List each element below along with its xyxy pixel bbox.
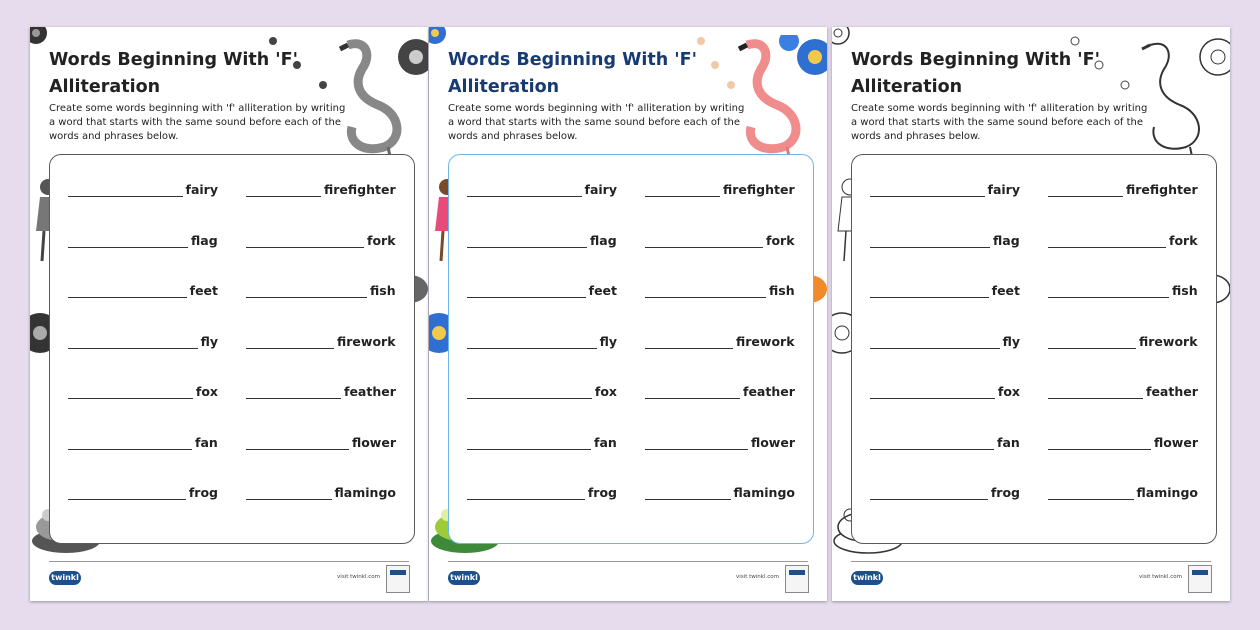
target-word: fork xyxy=(367,232,396,248)
answer-blank-line[interactable] xyxy=(870,437,994,450)
target-word: fork xyxy=(1169,232,1198,248)
answer-blank-line[interactable] xyxy=(870,235,990,248)
answer-row-firework[interactable] xyxy=(1048,329,1198,349)
worksheet-title: Words Beginning With 'F' Alliteration xyxy=(49,50,298,97)
answer-blank-line[interactable] xyxy=(467,235,587,248)
answer-row-fairy[interactable] xyxy=(870,177,1020,197)
worksheet-title: Words Beginning With 'F' Alliteration xyxy=(851,50,1100,97)
answer-blank-line[interactable] xyxy=(68,386,193,399)
answer-blank-line[interactable] xyxy=(645,184,720,197)
answer-blank-line[interactable] xyxy=(68,184,183,197)
answer-blank-line[interactable] xyxy=(246,487,332,500)
target-word: fairy xyxy=(987,182,1020,197)
target-word: fly xyxy=(599,333,617,349)
answer-blank-line[interactable] xyxy=(1048,487,1134,500)
answer-blank-line[interactable] xyxy=(645,336,733,349)
answer-row-flamingo[interactable] xyxy=(1048,480,1198,500)
target-word: firefighter xyxy=(1126,182,1198,197)
worksheet-instructions: Create some words beginning with 'f' alliteration by writing a word that starts with the same sound before each of the words and phrases below. xyxy=(851,103,1148,142)
answer-blank-line[interactable] xyxy=(1048,336,1136,349)
footer-badge-icon xyxy=(1188,565,1212,593)
answer-blank-line[interactable] xyxy=(1048,184,1123,197)
answer-row-fish[interactable] xyxy=(645,278,795,298)
answer-row-flower[interactable] xyxy=(1048,430,1198,450)
answer-blank-line[interactable] xyxy=(68,285,187,298)
target-word: flag xyxy=(191,232,218,248)
answer-blank-line[interactable] xyxy=(1048,386,1143,399)
target-word: feet xyxy=(991,283,1020,298)
target-word: frog xyxy=(990,485,1020,500)
target-word: fish xyxy=(370,283,396,298)
worksheet-footer xyxy=(429,561,827,601)
worksheet-page-outline xyxy=(832,27,1230,601)
answer-blank-line[interactable] xyxy=(246,336,334,349)
target-word: feather xyxy=(1146,384,1198,399)
answer-blank-line[interactable] xyxy=(68,437,192,450)
answer-blank-line[interactable] xyxy=(870,184,985,197)
target-word: flower xyxy=(750,434,795,450)
answer-blank-line[interactable] xyxy=(246,386,341,399)
target-word: flag xyxy=(590,232,617,248)
answer-row-firefighter[interactable] xyxy=(246,177,396,197)
answer-blank-line[interactable] xyxy=(645,285,766,298)
answer-row-fan[interactable] xyxy=(870,430,1020,450)
target-word: fan xyxy=(195,434,218,450)
answer-blank-line[interactable] xyxy=(870,487,988,500)
answer-blank-line[interactable] xyxy=(645,386,740,399)
twinkl-logo: twinkl xyxy=(49,571,81,585)
answer-blank-line[interactable] xyxy=(1048,437,1151,450)
target-word: firework xyxy=(736,333,795,349)
answer-blank-line[interactable] xyxy=(467,336,597,349)
answer-row-fairy[interactable] xyxy=(68,177,218,197)
answer-row-frog[interactable] xyxy=(870,480,1020,500)
answer-row-flower[interactable] xyxy=(645,430,795,450)
target-word: fork xyxy=(766,232,795,248)
footer-badge-icon xyxy=(785,565,809,593)
answer-row-fox[interactable] xyxy=(68,379,218,399)
answer-blank-line[interactable] xyxy=(467,437,591,450)
answer-blank-line[interactable] xyxy=(870,285,989,298)
target-word: fox xyxy=(997,384,1020,399)
target-word: feet xyxy=(588,283,617,298)
answer-row-feet[interactable] xyxy=(870,278,1020,298)
answer-row-fish[interactable] xyxy=(246,278,396,298)
answer-row-flag[interactable] xyxy=(870,228,1020,248)
worksheet-title: Words Beginning With 'F' Alliteration xyxy=(448,50,697,97)
target-word: frog xyxy=(188,485,218,500)
target-word: flower xyxy=(1153,434,1198,450)
target-word: feather xyxy=(743,384,795,399)
footer-visit-text: visit twinkl.com xyxy=(1139,574,1182,580)
answer-blank-line[interactable] xyxy=(68,487,186,500)
answer-row-fish[interactable] xyxy=(1048,278,1198,298)
answer-row-feather[interactable] xyxy=(645,379,795,399)
answer-row-firework[interactable] xyxy=(645,329,795,349)
answer-blank-line[interactable] xyxy=(68,235,188,248)
answer-blank-line[interactable] xyxy=(246,285,367,298)
answer-blank-line[interactable] xyxy=(246,235,364,248)
answer-row-feather[interactable] xyxy=(1048,379,1198,399)
worksheet-instructions: Create some words beginning with 'f' alliteration by writing a word that starts with the same sound before each of the words and phrases below. xyxy=(448,103,745,142)
answer-row-fox[interactable] xyxy=(467,379,617,399)
footer-visit-text: visit twinkl.com xyxy=(337,574,380,580)
answer-blank-line[interactable] xyxy=(645,235,763,248)
target-word: feet xyxy=(189,283,218,298)
target-word: frog xyxy=(587,485,617,500)
answer-blank-line[interactable] xyxy=(246,184,321,197)
target-word: firework xyxy=(1139,333,1198,349)
answer-blank-line[interactable] xyxy=(645,437,748,450)
target-word: fox xyxy=(195,384,218,399)
target-word: flamingo xyxy=(334,485,396,500)
answer-row-fan[interactable] xyxy=(68,430,218,450)
footer-visit-text: visit twinkl.com xyxy=(736,574,779,580)
answer-row-fan[interactable] xyxy=(467,430,617,450)
answer-row-feet[interactable] xyxy=(467,278,617,298)
worksheet-footer xyxy=(30,561,428,601)
answer-row-firefighter[interactable] xyxy=(1048,177,1198,197)
worksheet-page-grayscale xyxy=(30,27,428,601)
worksheet-page-color xyxy=(429,27,827,601)
target-word: firefighter xyxy=(723,182,795,197)
answer-row-fly[interactable] xyxy=(870,329,1020,349)
target-word: firework xyxy=(337,333,396,349)
target-word: fairy xyxy=(584,182,617,197)
target-word: flag xyxy=(993,232,1020,248)
target-word: flamingo xyxy=(1136,485,1198,500)
answer-blank-line[interactable] xyxy=(1048,285,1169,298)
answer-row-feather[interactable] xyxy=(246,379,396,399)
answer-row-frog[interactable] xyxy=(68,480,218,500)
answer-row-fairy[interactable] xyxy=(467,177,617,197)
target-word: fish xyxy=(769,283,795,298)
answer-row-flamingo[interactable] xyxy=(246,480,396,500)
answer-row-feet[interactable] xyxy=(68,278,218,298)
target-word: fox xyxy=(594,384,617,399)
answer-blank-line[interactable] xyxy=(467,386,592,399)
answer-row-flag[interactable] xyxy=(68,228,218,248)
target-word: fan xyxy=(997,434,1020,450)
answer-blank-line[interactable] xyxy=(68,336,198,349)
answer-blank-line[interactable] xyxy=(467,285,586,298)
answer-row-fly[interactable] xyxy=(68,329,218,349)
footer-badge-icon xyxy=(386,565,410,593)
answer-row-fork[interactable] xyxy=(645,228,795,248)
answer-blank-line[interactable] xyxy=(467,184,582,197)
answer-row-flag[interactable] xyxy=(467,228,617,248)
answer-blank-line[interactable] xyxy=(870,336,1000,349)
answer-row-fork[interactable] xyxy=(246,228,396,248)
target-word: flower xyxy=(351,434,396,450)
target-word: flamingo xyxy=(733,485,795,500)
answer-row-fork[interactable] xyxy=(1048,228,1198,248)
answer-blank-line[interactable] xyxy=(246,437,349,450)
target-word: fairy xyxy=(185,182,218,197)
worksheet-instructions: Create some words beginning with 'f' alliteration by writing a word that starts with the same sound before each of the words and phrases below. xyxy=(49,103,346,142)
twinkl-logo: twinkl xyxy=(851,571,883,585)
answer-row-fly[interactable] xyxy=(467,329,617,349)
worksheet-footer xyxy=(832,561,1230,601)
answer-row-fox[interactable] xyxy=(870,379,1020,399)
target-word: feather xyxy=(344,384,396,399)
answer-row-firework[interactable] xyxy=(246,329,396,349)
twinkl-logo: twinkl xyxy=(448,571,480,585)
answer-blank-line[interactable] xyxy=(1048,235,1166,248)
target-word: fly xyxy=(200,333,218,349)
target-word: fan xyxy=(594,434,617,450)
answer-row-frog[interactable] xyxy=(467,480,617,500)
answer-row-flower[interactable] xyxy=(246,430,396,450)
answer-blank-line[interactable] xyxy=(467,487,585,500)
answer-row-firefighter[interactable] xyxy=(645,177,795,197)
target-word: fish xyxy=(1172,283,1198,298)
answer-blank-line[interactable] xyxy=(870,386,995,399)
target-word: fly xyxy=(1002,333,1020,349)
target-word: firefighter xyxy=(324,182,396,197)
answer-blank-line[interactable] xyxy=(645,487,731,500)
answer-row-flamingo[interactable] xyxy=(645,480,795,500)
